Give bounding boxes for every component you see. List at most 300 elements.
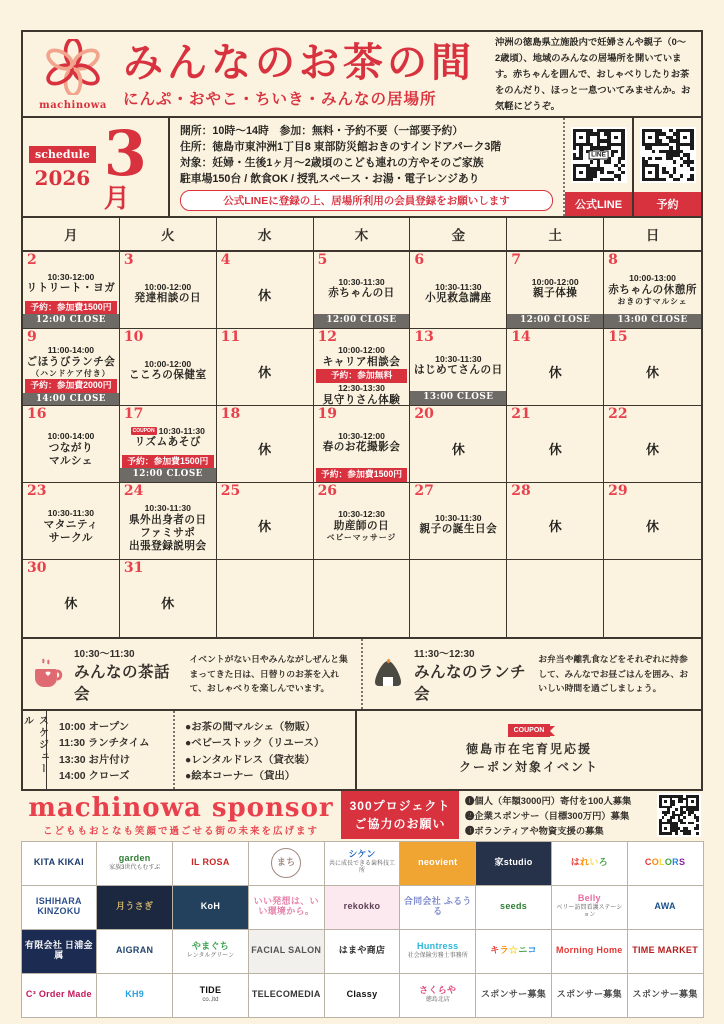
sponsor-logo — [399, 973, 476, 1018]
day-events — [23, 345, 119, 406]
day-events — [604, 268, 701, 328]
sponsor-logo-name: はまや商店 — [338, 945, 386, 956]
sponsor-logo — [96, 885, 173, 930]
info-facility: 駐車場150台 / 飲食OK / 授乳スペース・お湯・電子レンジあり — [180, 173, 480, 185]
event-subtitle: （ハンドケア付き） — [31, 369, 111, 379]
sponsor-band-heading — [21, 791, 341, 839]
event-time: 10:30-11:30 — [47, 507, 95, 518]
day-number: 5 — [317, 252, 328, 268]
lunch-party-block — [361, 639, 701, 709]
closed-label: 休 — [646, 364, 660, 380]
event-title: 発達相談の日 — [134, 292, 202, 305]
weekday-header: 火 — [120, 218, 217, 252]
sponsor-qr-box — [655, 791, 703, 839]
sponsor-logo-name: さくらや — [419, 984, 457, 995]
sponsor-logo — [96, 973, 173, 1018]
day-number: 11 — [220, 329, 241, 345]
schedule-feature-item: ●絵本コーナー（貸出） — [185, 770, 296, 782]
day-number: 3 — [123, 252, 134, 268]
calendar-day-22 — [604, 406, 701, 483]
sponsor-logo-name: garden — [118, 852, 151, 863]
event-time: 10:30-11:30 — [435, 353, 482, 364]
coupon-event-block — [357, 711, 701, 789]
intro-description: 沖洲の徳島県立施設内で妊婦さんや親子（0〜2歳頃）、地域のみんなの居場所を開いています。赤ちゃんを囲んで、おしゃべりしたりお茶をのんだり、ほっと一息ついてみませんか。お気軽にどうぞ。 — [495, 37, 691, 111]
sponsor-logo-name: 合同会社 ふるうる — [403, 896, 472, 916]
project-line-2: ご協力のお願い — [354, 817, 446, 831]
sponsor-logo — [248, 929, 325, 974]
event-title: 親子の誕生日会 — [419, 523, 498, 536]
schedule-feature-item: ●レンタルドレス（貸衣装） — [185, 754, 315, 766]
closed-label: 休 — [258, 364, 272, 380]
sponsor-logo — [21, 841, 98, 886]
sponsor-logo — [627, 973, 704, 1018]
day-number: 8 — [608, 252, 618, 268]
page-subtitle: にんぷ・おやこ・ちいき・みんなの居場所 — [123, 90, 437, 108]
event-time: 10:00-12:00 — [144, 281, 192, 292]
day-number: 7 — [511, 252, 522, 268]
sponsor-logo-name: Classy — [346, 989, 378, 1000]
calendar-day-30 — [23, 560, 120, 637]
riceball-icon — [371, 657, 405, 691]
day-number: 15 — [608, 329, 628, 345]
sponsor-logo-subtext: ベリー訪問看護ステーション — [556, 905, 623, 919]
day-number: 6 — [414, 252, 425, 268]
calendar-day-3 — [120, 252, 217, 329]
recruit-list — [459, 791, 655, 839]
lunch-party-description: お弁当や離乳食などをそれぞれに持参して、みんなでお昼ごはんを囲み、おいしい時間を過ごしましょう。 — [538, 654, 689, 694]
lunch-party-time: 11:30～12:30 — [414, 648, 475, 660]
day-events — [23, 268, 119, 328]
sponsor-logo-name: シケン — [348, 849, 376, 860]
reservation-badge: 予約：参加無料 — [316, 369, 408, 383]
day-number: 14 — [511, 329, 531, 345]
sponsor-logo-name: AWA — [654, 901, 676, 912]
close-badge: 12:00 CLOSE — [120, 468, 216, 482]
project-300-box — [341, 791, 459, 839]
calendar-day-14 — [507, 329, 604, 406]
schedule-time-item: 10:00 オープン — [59, 722, 130, 733]
sponsor-logo-subtext: 社会保険労務士事務所 — [407, 952, 468, 959]
day-number: 21 — [511, 406, 531, 422]
sponsor-logo-name: IL ROSA — [191, 857, 230, 868]
calendar-day-25 — [217, 483, 314, 560]
sponsor-logo — [475, 929, 552, 974]
sponsor-logo — [475, 885, 552, 930]
coupon-icon: COUPON — [508, 724, 551, 737]
line-qr-center-text: LINE — [588, 151, 609, 160]
day-number: 9 — [27, 329, 37, 345]
calendar-day-21 — [507, 406, 604, 483]
main-frame — [21, 30, 703, 791]
calendar-day-15 — [604, 329, 701, 406]
calendar-day-29 — [604, 483, 701, 560]
schedule-time-item: 13:30 お片付け — [59, 754, 131, 766]
sponsor-logo-subtext: 共に成長できる歯科技工所 — [328, 861, 395, 875]
event-title: 春のお花撮影会 — [322, 441, 401, 454]
sponsor-logo — [324, 929, 401, 974]
sponsor-logo — [21, 885, 98, 930]
recruit-item: ❶個人（年額3000円）寄付を100人募集 — [465, 796, 632, 806]
sponsor-logo-name: Belly — [577, 893, 601, 904]
sponsor-logo-name: neovient — [418, 857, 458, 868]
sponsor-logo-name: キラ☆ニコ — [490, 945, 537, 956]
closed-label: 休 — [258, 287, 272, 303]
sponsor-logo-name: TIDE — [199, 984, 222, 995]
reservation-badge: 予約：参加費1500円 — [316, 468, 408, 482]
day-number: 29 — [608, 483, 628, 499]
calendar-day-empty — [410, 560, 507, 637]
month-info-row — [23, 118, 701, 218]
sponsor-logo-name: ISHIHARA KINZOKU — [35, 896, 82, 916]
sponsor-logo-name: 月うさぎ — [116, 901, 154, 912]
tea-party-title: みんなの茶話会 — [74, 663, 171, 703]
closed-label: 休 — [161, 596, 175, 612]
event-title: マルシェ — [48, 454, 93, 467]
sponsor-logo — [399, 885, 476, 930]
sponsor-logo — [21, 973, 98, 1018]
calendar-day-18 — [217, 406, 314, 483]
sponsor-logo — [551, 929, 628, 974]
day-number: 13 — [414, 329, 434, 345]
calendar-day-20 — [410, 406, 507, 483]
day-events — [23, 422, 119, 482]
event-time: 12:30-13:30 — [338, 383, 385, 394]
day-number: 27 — [414, 483, 434, 499]
coupon-line-2: クーポン対象イベント — [458, 759, 599, 774]
event-time: 11:00-14:00 — [47, 345, 95, 356]
event-title: リトリート・ヨガ — [26, 282, 116, 295]
closed-label: 休 — [548, 364, 562, 380]
close-badge: 13:00 CLOSE — [604, 314, 701, 328]
venue-info — [170, 118, 563, 216]
sponsor-logo-name: いい発想は、いい環境から。 — [253, 896, 319, 916]
sponsor-band-title: machinowa sponsor — [28, 793, 334, 823]
day-number: 24 — [123, 483, 144, 499]
calendar-grid — [23, 218, 701, 639]
weekday-header: 金 — [410, 218, 507, 252]
day-number: 22 — [608, 406, 628, 422]
reservation-badge: 予約：参加費1500円 — [25, 301, 117, 315]
weekday-header: 水 — [217, 218, 314, 252]
sponsor-logo-grid — [21, 841, 703, 1017]
schedule-chip: schedule — [29, 146, 96, 163]
calendar-day-24 — [120, 483, 217, 560]
sponsor-logo-name: スポンサー募集 — [632, 989, 698, 1000]
reserve-qr-label: 予約 — [634, 192, 701, 216]
day-number: 25 — [220, 483, 241, 499]
sponsor-logo — [172, 929, 249, 974]
day-events — [120, 422, 216, 482]
day-number: 30 — [27, 560, 47, 576]
event-time: 10:30-11:30 — [435, 512, 482, 523]
day-events — [507, 268, 603, 328]
sponsor-logo — [551, 885, 628, 930]
sponsor-logo-subtext: co.,ltd — [202, 996, 219, 1003]
day-events — [120, 268, 216, 328]
sponsor-logo-name: 有限会社 日浦金属 — [24, 940, 93, 960]
schedule-feature-item: ●お茶の間マルシェ（物販） — [185, 722, 316, 733]
calendar-day-26 — [314, 483, 411, 560]
calendar-day-12 — [314, 329, 411, 406]
calendar-day-6 — [410, 252, 507, 329]
calendar-day-7 — [507, 252, 604, 329]
weekday-header: 土 — [507, 218, 604, 252]
daily-schedule-label: スケジュール — [23, 711, 47, 789]
weekday-header: 月 — [23, 218, 120, 252]
event-time: 10:00-12:00 — [144, 358, 192, 369]
event-subtitle: ベビーマッサージ — [326, 532, 397, 542]
sponsor-logo-name: FACIAL SALON — [251, 945, 322, 956]
year-label: 2026 — [34, 165, 91, 190]
event-title: リズムあそび — [134, 436, 201, 449]
sponsor-logo-name: スポンサー募集 — [480, 989, 547, 1000]
calendar-day-5 — [314, 252, 411, 329]
calendar-day-28 — [507, 483, 604, 560]
month-suffix: 月 — [103, 183, 130, 213]
calendar-day-empty — [507, 560, 604, 637]
closed-label: 休 — [646, 518, 660, 534]
daily-schedule-times — [47, 711, 175, 789]
month-label — [103, 117, 162, 213]
calendar-day-19 — [314, 406, 411, 483]
event-title: 助産師の日 — [333, 519, 390, 532]
sponsor-logo-name: Huntress — [417, 940, 459, 951]
brand-name: machinowa — [39, 100, 107, 111]
schedule-feature-item: ●ベビーストック（リユース） — [185, 738, 325, 750]
day-number: 10 — [123, 329, 144, 345]
event-title: 親子体操 — [533, 287, 578, 300]
sponsor-logo — [627, 929, 704, 974]
regular-events-row — [23, 639, 701, 711]
calendar-day-11 — [217, 329, 314, 406]
day-number: 26 — [317, 483, 338, 499]
event-title: ごほうびランチ会 — [26, 356, 116, 369]
closed-label: 休 — [548, 518, 562, 534]
closed-label: 休 — [451, 441, 465, 457]
event-time: 10:30-11:30 — [144, 502, 191, 513]
event-title: 出張登録説明会 — [128, 540, 207, 553]
day-events — [120, 345, 216, 405]
reserve-qr-column — [632, 118, 701, 216]
day-number: 17 — [123, 406, 144, 422]
closed-label: 休 — [64, 596, 78, 612]
day-events — [314, 345, 410, 406]
day-events — [314, 499, 410, 559]
sponsor-logo-name: KoH — [200, 901, 221, 912]
day-number: 28 — [511, 483, 531, 499]
event-title: はじめてさんの日 — [413, 364, 503, 377]
schedule-year — [29, 145, 96, 190]
schedule-time-item: 11:30 ランチタイム — [59, 738, 150, 750]
day-events — [314, 422, 410, 482]
sponsor-logo — [627, 841, 704, 886]
closed-label: 休 — [548, 441, 562, 457]
event-title: 小児救急講座 — [425, 292, 492, 305]
flyer-poster — [21, 30, 703, 1017]
day-events — [120, 499, 216, 559]
page-title: みんなのお茶の間 — [123, 40, 475, 85]
sponsor-logo-name: KH9 — [125, 989, 145, 1000]
event-time: 10:00-12:00 — [338, 345, 385, 356]
sponsor-logo — [627, 885, 704, 930]
calendar-day-17 — [120, 406, 217, 483]
calendar-day-10 — [120, 329, 217, 406]
sponsor-band-subtitle: こどももおとなも笑顔で過ごせる街の未来を広げます — [42, 826, 319, 837]
close-badge: 13:00 CLOSE — [410, 391, 506, 405]
sponsor-logo-name: KITA KIKAI — [33, 857, 84, 868]
event-subtitle: おきのすマルシェ — [617, 296, 688, 306]
close-badge: 12:00 CLOSE — [23, 314, 119, 328]
sponsor-logo — [324, 973, 401, 1018]
sponsor-logo — [399, 929, 476, 974]
lunch-party-title: みんなのランチ会 — [414, 663, 527, 703]
sponsor-logo — [475, 841, 552, 886]
sponsor-logo — [172, 841, 249, 886]
day-events — [410, 499, 506, 559]
day-events — [410, 345, 506, 405]
day-number: 19 — [317, 406, 338, 422]
month-box — [23, 118, 170, 216]
coupon-line-1: 徳島市在宅育児応援 — [465, 742, 592, 757]
weekday-header: 日 — [604, 218, 701, 252]
sponsor-logo — [248, 885, 325, 930]
event-time: 10:30-11:30 — [338, 276, 385, 287]
sponsor-logo-subtext: 徳島北店 — [425, 996, 450, 1003]
event-title: こころの保健室 — [128, 369, 207, 382]
sponsor-logo — [248, 973, 325, 1018]
day-number: 12 — [317, 329, 338, 345]
sponsor-logo — [551, 841, 628, 886]
day-number: 18 — [220, 406, 241, 422]
day-number: 2 — [27, 252, 37, 268]
tea-party-description: イベントがない日やみんながしぜんと集まってきた日は、日替りのお茶を入れて、おしゃべりを楽しんでいます。 — [189, 654, 348, 694]
sponsor-logo-name: Morning Home — [556, 945, 623, 956]
recruit-item: ❷企業スポンサー（目標300万円）募集 — [465, 811, 630, 821]
sponsor-logo — [324, 885, 401, 930]
event-title: 県外出身者の日 — [128, 513, 207, 526]
reservation-badge: 予約：参加費1500円 — [122, 455, 214, 469]
sponsor-logo — [21, 929, 98, 974]
recruit-item: ❸ボランティアや物資支援の募集 — [465, 826, 604, 836]
calendar-day-empty — [217, 560, 314, 637]
line-registration-pill: 公式LINEに登録の上、居場所利用の会員登録をお願いします — [180, 190, 553, 211]
sponsor-logo-name: スポンサー募集 — [556, 989, 622, 1000]
event-time: 10:30-12:30 — [338, 508, 385, 519]
close-badge: 12:00 CLOSE — [314, 314, 410, 328]
event-time: 10:00-12:00 — [531, 276, 579, 287]
title-block — [109, 42, 495, 109]
info-target: 対象：妊婦・生後1ヶ月〜2歳頃のこども連れの方やそのご家族 — [180, 157, 484, 169]
event-title: マタニティ — [43, 518, 99, 531]
calendar-day-23 — [23, 483, 120, 560]
sponsor-logo — [172, 973, 249, 1018]
sponsor-logo — [551, 973, 628, 1018]
teacup-icon — [31, 657, 65, 691]
event-title: 見守りさん体験 — [322, 393, 401, 406]
day-events — [314, 268, 410, 328]
closed-label: 休 — [258, 518, 272, 534]
day-number: 20 — [414, 406, 434, 422]
event-time: 10:30-12:00 — [47, 271, 95, 282]
sponsor-logo-name: はれいろ — [570, 857, 608, 868]
sponsor-logo — [475, 973, 552, 1018]
sponsor-logo — [96, 841, 173, 886]
coupon-icon: COUPON — [132, 428, 155, 435]
event-time: 10:30-11:30 — [435, 281, 482, 292]
calendar-day-27 — [410, 483, 507, 560]
event-title: つながり — [48, 441, 94, 454]
sponsor-logo — [248, 841, 325, 886]
close-badge: 12:00 CLOSE — [507, 314, 603, 328]
sponsor-logo-name: 家studio — [494, 857, 533, 868]
close-badge: 14:00 CLOSE — [23, 393, 119, 406]
reservation-badge: 予約：参加費2000円 — [25, 379, 117, 393]
closed-label: 休 — [258, 441, 272, 457]
day-number: 23 — [27, 483, 47, 499]
closed-label: 休 — [646, 441, 660, 457]
sponsor-logo-name: TIME MARKET — [632, 945, 698, 956]
month-number: 3 — [103, 117, 147, 190]
day-events — [410, 268, 506, 328]
sponsor-logo-name: やまぐち — [191, 940, 230, 951]
daily-schedule-features — [175, 711, 357, 789]
tea-party-block — [23, 639, 361, 709]
sponsor-logo-name: まち — [271, 848, 301, 878]
info-address: 住所：徳島市東沖洲1丁目8 東部防災館おきのすインドアパーク3階 — [180, 141, 502, 153]
line-qr-label: 公式LINE — [565, 192, 632, 216]
reserve-qr-code — [640, 127, 696, 183]
calendar-day-13 — [410, 329, 507, 406]
sponsor-qr-code — [657, 793, 701, 837]
tea-party-time: 10:30～11:30 — [74, 648, 135, 660]
event-time: 10:00-14:00 — [47, 430, 95, 441]
info-hours: 開所：10時〜14時 参加：無料・予約不要（一部要予約） — [180, 125, 464, 137]
sponsor-logo-name: TELECOMEDIA — [251, 989, 321, 1000]
calendar-day-empty — [604, 560, 701, 637]
event-time: 10:00-13:00 — [629, 272, 676, 283]
day-number: 31 — [123, 560, 144, 576]
sponsor-logo — [96, 929, 173, 974]
sponsor-logo-name: seeds — [500, 901, 528, 912]
brand-logo — [37, 39, 109, 111]
event-time: COUPON 10:30-11:30 — [132, 425, 205, 436]
event-title: ファミサポ — [140, 526, 196, 539]
calendar-day-4 — [217, 252, 314, 329]
sponsor-logo-name: C³ Order Made — [25, 989, 92, 1000]
line-qr-column — [563, 118, 632, 216]
day-events — [23, 499, 119, 559]
event-time: 10:30-12:00 — [338, 430, 385, 441]
calendar-day-2 — [23, 252, 120, 329]
day-number: 4 — [220, 252, 231, 268]
project-line-1: 300プロジェクト — [349, 799, 451, 813]
calendar-day-9 — [23, 329, 120, 406]
flower-knot-icon — [45, 39, 101, 95]
sponsor-logo-subtext: レンタルグリーン — [186, 952, 235, 959]
schedule-time-item: 14:00 クローズ — [59, 770, 130, 782]
weekday-header: 木 — [314, 218, 411, 252]
calendar-day-8 — [604, 252, 701, 329]
sponsor-logo-name: COLORS — [644, 857, 686, 868]
calendar-day-16 — [23, 406, 120, 483]
sponsor-logo-name: AIGRAN — [116, 945, 154, 956]
day-number: 16 — [27, 406, 47, 422]
event-title: 赤ちゃんの休憩所 — [608, 283, 697, 296]
sponsor-band — [21, 791, 703, 839]
sponsor-logo — [172, 885, 249, 930]
daily-schedule-row — [23, 711, 701, 791]
calendar-day-empty — [314, 560, 411, 637]
